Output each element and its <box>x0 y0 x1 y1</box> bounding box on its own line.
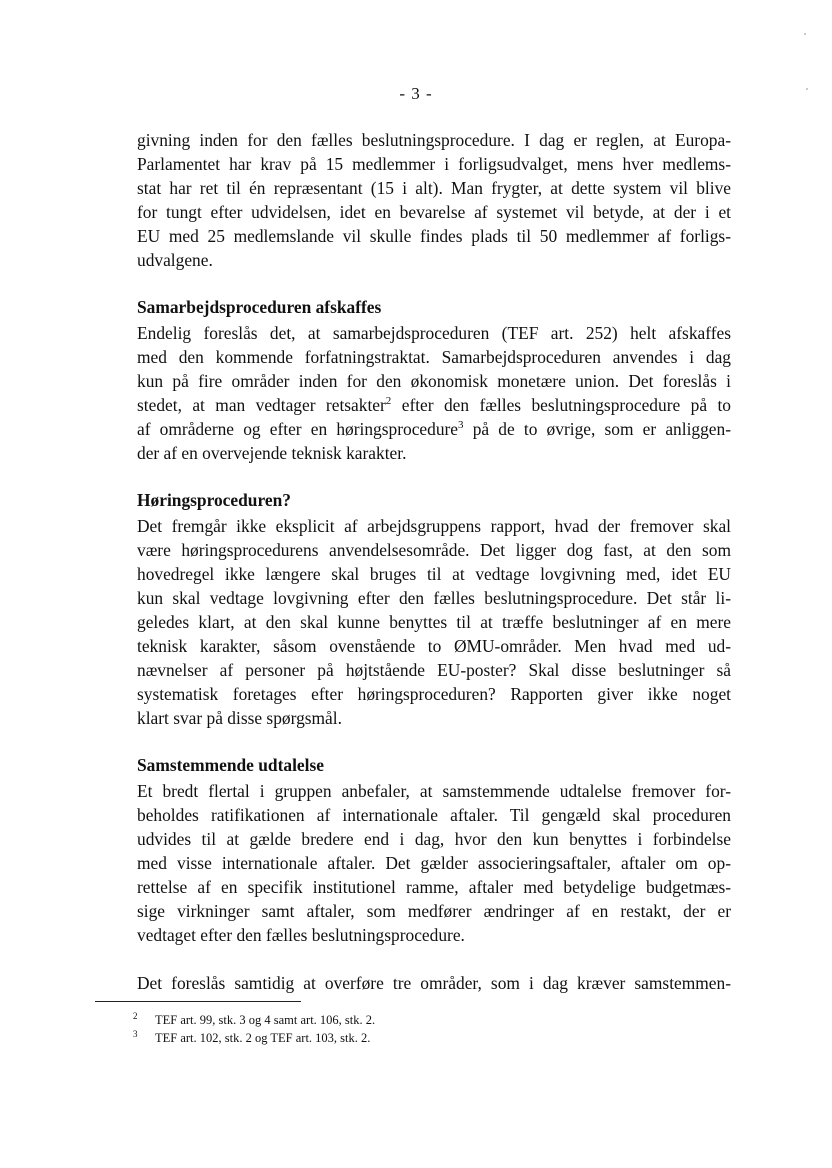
page-number: - 3 - <box>399 84 433 103</box>
text-segment: stedet, at man vedtager retsakter <box>137 395 386 415</box>
section-heading: Samstemmende udtalelse <box>137 755 324 775</box>
text-line: med den kommende forfatningstraktat. Samarbejdsproceduren anvendes i dag <box>137 347 731 367</box>
text-line: sige virkninger samt aftaler, som medfører ændringer af en restakt, der er <box>137 901 731 921</box>
text-line: udvalgene. <box>137 250 213 270</box>
footnote-text: TEF art. 99, stk. 3 og 4 samt art. 106, stk. 2. <box>155 1013 376 1027</box>
footnote-ref-2: 2 <box>385 395 392 408</box>
text-line: udvides til at gælde bredere end i dag, hvor den kun benyttes i forbindelse <box>137 829 731 849</box>
text-line: beholdes ratifikationen af internationale aftaler. Til gengæld skal proceduren <box>137 805 731 825</box>
text-segment: efter den fælles beslutningsprocedure på to <box>401 395 731 415</box>
text-line-with-footnote <box>137 417 731 441</box>
text-line: rettelse af en specifik institutionel ramme, aftaler med betydelige budgetmæs- <box>137 877 731 897</box>
footnote-divider <box>95 1001 301 1002</box>
footnote-mark: 3 <box>133 1029 138 1039</box>
text-segment: af områderne og efter en høringsprocedure <box>137 419 459 439</box>
section-heading: Samarbejdsproceduren afskaffes <box>137 297 382 317</box>
text-line: stat har ret til én repræsentant (15 i alt). Man frygter, at dette system vil blive <box>137 178 731 198</box>
text-line: hovedregel ikke længere skal bruges til at vedtage lovgivning med, idet EU <box>137 564 731 584</box>
text-line: teknisk karakter, såsom ovenstående to ØMU-områder. Men hvad med ud- <box>137 636 731 656</box>
text-line: kun på fire områder inden for den økonomisk monetære union. Det foreslås i <box>137 371 731 391</box>
text-line: nævnelser af personer på højtstående EU-poster? Skal disse beslutninger så <box>137 660 731 680</box>
text-line: vedtaget efter den fælles beslutningsprocedure. <box>137 925 465 945</box>
text-line: med visse internationale aftaler. Det gælder associeringsaftaler, aftaler om op- <box>137 853 731 873</box>
text-line-with-footnote <box>137 393 731 417</box>
text-line: kun skal vedtage lovgivning efter den fælles beslutningsprocedure. Det står li- <box>137 588 731 608</box>
section-samstemmende-udtalelse <box>137 753 731 947</box>
text-line: Endelig foreslås det, at samarbejdsproceduren (TEF art. 252) helt afskaffes <box>137 323 731 343</box>
scan-speck <box>804 33 806 35</box>
text-line: klart svar på disse spørgsmål. <box>137 708 342 728</box>
section-paragraph <box>137 514 731 730</box>
footnote <box>133 1011 375 1029</box>
section-paragraph <box>137 779 731 947</box>
text-line: der af en overvejende teknisk karakter. <box>137 443 407 463</box>
intro-paragraph <box>137 128 731 272</box>
text-line: givning inden for den fælles beslutningsprocedure. I dag er reglen, at Europa- <box>137 130 731 150</box>
document-body <box>137 128 731 995</box>
text-line: Det fremgår ikke eksplicit af arbejdsgruppens rapport, hvad der fremover skal <box>137 516 731 536</box>
final-paragraph <box>137 971 731 995</box>
section-samarbejdsproceduren <box>137 295 731 465</box>
section-paragraph <box>137 321 731 465</box>
section-heading: Høringsproceduren? <box>137 490 291 510</box>
footnote-ref-3: 3 <box>458 419 464 432</box>
section-horingsproceduren <box>137 488 731 730</box>
text-line: geledes klart, at den skal kunne benyttes til at træffe beslutninger af en mere <box>137 612 731 632</box>
scan-speck <box>806 88 808 90</box>
text-line: for tungt efter udvidelsen, idet en bevarelse af systemet vil betyde, at der i et <box>137 202 731 222</box>
footnotes <box>133 1011 375 1047</box>
text-segment: på de to øvrige, som er anliggen- <box>472 419 731 439</box>
text-line: være høringsprocedurens anvendelsesområde. Det ligger dog fast, at den som <box>137 540 731 560</box>
text-line: Det foreslås samtidig at overføre tre områder, som i dag kræver samstemmen- <box>137 973 731 993</box>
footnote-mark: 2 <box>133 1011 138 1021</box>
text-line: EU med 25 medlemslande vil skulle findes plads til 50 medlemmer af forligs- <box>137 226 731 246</box>
footnote-text: TEF art. 102, stk. 2 og TEF art. 103, stk. 2. <box>155 1031 371 1045</box>
text-line: Et bredt flertal i gruppen anbefaler, at samstemmende udtalelse fremover for- <box>137 781 731 801</box>
text-line: systematisk foretages efter høringsproceduren? Rapporten giver ikke noget <box>137 684 731 704</box>
text-line: Parlamentet har krav på 15 medlemmer i forligsudvalget, mens hver medlems- <box>137 154 731 174</box>
footnote <box>133 1029 375 1047</box>
